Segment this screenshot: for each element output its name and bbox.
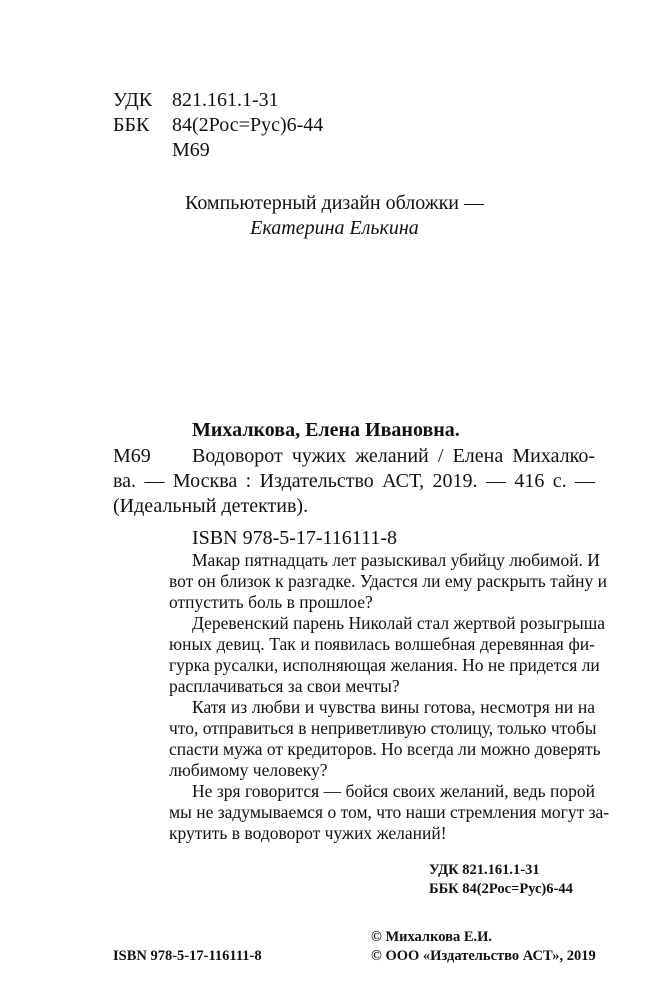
annotation-p4-line3: крутить в водоворот чужих желаний!: [169, 823, 447, 843]
record-isbn: ISBN 978-5-17-116111-8: [192, 527, 397, 549]
footer-isbn: ISBN 978-5-17-116111-8: [113, 948, 262, 964]
author-mark: М69: [172, 139, 210, 161]
annotation-p3-line4: любимому человеку?: [169, 760, 328, 780]
author-heading: Михалкова, Елена Ивановна.: [192, 419, 460, 441]
record-line-3: (Идеальный детектив).: [113, 495, 309, 517]
udk-value: 821.161.1-31: [172, 89, 279, 111]
annotation-p2-line1: Деревенский парень Николай стал жертвой розыгрыша: [192, 613, 606, 633]
bbk-label: ББК: [113, 114, 150, 136]
footer-bbk: ББК 84(2Рос=Рус)6-44: [429, 881, 573, 897]
record-author-mark: М69: [113, 445, 151, 467]
annotation-p3-line2: что, отправиться в неприветливую столицу, только чтобы: [169, 718, 597, 738]
annotation-p3-line1: Катя из любви и чувства вины готова, несмотря ни на: [192, 697, 595, 717]
annotation-p4-line2: мы не задумываемся о том, что наши стремления могут за-: [169, 802, 610, 822]
cover-design-credit: Компьютерный дизайн обложки —: [184, 192, 485, 214]
cover-designer-name: Екатерина Елькина: [250, 217, 419, 239]
record-line-1: Водоворот чужих желаний / Елена Михалко-: [192, 445, 595, 467]
annotation-p2-line4: расплачиваться за свои мечты?: [169, 676, 400, 696]
footer-copyright-author: © Михалкова Е.И.: [371, 929, 493, 945]
record-line-2: ва. — Москва : Издательство АСТ, 2019. — 416 с. —: [113, 470, 595, 492]
annotation-p3-line3: спасти мужа от кредиторов. Но всегда ли можно доверять: [169, 739, 601, 759]
bbk-value: 84(2Рос=Рус)6-44: [172, 114, 324, 136]
annotation-p2-line3: гурка русалки, исполняющая желания. Но не придется ли: [169, 655, 600, 675]
udk-label: УДК: [113, 89, 153, 111]
footer-copyright-publisher: © ООО «Издательство АСТ», 2019: [371, 948, 596, 964]
annotation-p4-line1: Не зря говорится — бойся своих желаний, ведь порой: [192, 781, 595, 801]
footer-udk: УДК 821.161.1-31: [429, 862, 540, 878]
annotation-p1-line3: отпустить боль в прошлое?: [169, 592, 373, 612]
annotation-p2-line2: юных девиц. Так и появилась волшебная деревянная фи-: [169, 634, 595, 654]
annotation-p1-line1: Макар пятнадцать лет разыскивал убийцу любимой. И: [192, 550, 600, 570]
annotation-p1-line2: вот он близок к разгадке. Удастся ли ему раскрыть тайну и: [169, 571, 607, 591]
